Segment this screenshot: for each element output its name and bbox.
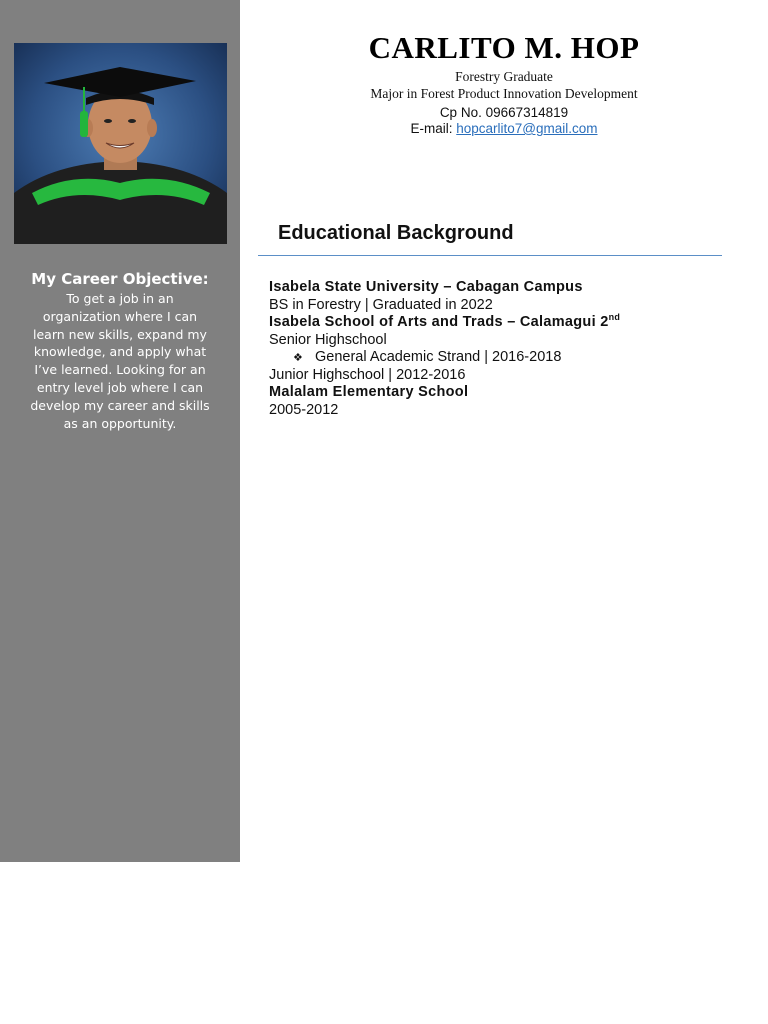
school-2-strand-item xyxy=(269,349,729,367)
applicant-title: Forestry Graduate xyxy=(455,69,553,84)
school-1-name: Isabela State University – Cabagan Campus xyxy=(269,279,583,295)
school-2-level: Senior Highschool xyxy=(269,331,387,348)
email-label: E-mail: xyxy=(410,121,457,136)
diamond-bullet-icon: ❖ xyxy=(293,352,303,364)
school-2-strand: General Academic Strand | 2016-2018 xyxy=(315,349,562,365)
school-2-ordinal: nd xyxy=(608,312,621,322)
school-2-name-text: Isabela School of Arts and Trads – Calamagui 2 xyxy=(269,314,609,330)
section-title-education: Educational Background xyxy=(278,222,514,244)
phone-number: Cp No. 09667314819 xyxy=(439,105,569,120)
career-objective-heading: My Career Objective: xyxy=(31,270,209,288)
school-3-name: Malalam Elementary School xyxy=(269,384,469,400)
sidebar xyxy=(0,0,240,862)
career-objective-text: To get a job in an organization where I can learn new skills, expand my knowledge, and apply what I’ve learned. Looking for an entry level job where I can develop my career and skills as an opportunity. xyxy=(30,291,210,431)
section-divider xyxy=(258,255,722,256)
education-list xyxy=(269,279,729,419)
applicant-name: CARLITO M. HOP xyxy=(368,30,640,65)
email-link[interactable]: hopcarlito7@gmail.com xyxy=(456,121,598,136)
school-1-detail: BS in Forestry | Graduated in 2022 xyxy=(269,296,493,313)
profile-photo xyxy=(14,43,227,244)
school-2-name xyxy=(269,314,729,332)
email-line xyxy=(240,121,768,136)
school-2-junior: Junior Highschool | 2012-2016 xyxy=(269,366,466,383)
applicant-major: Major in Forest Product Innovation Development xyxy=(370,86,638,101)
school-3-years: 2005-2012 xyxy=(269,401,339,418)
